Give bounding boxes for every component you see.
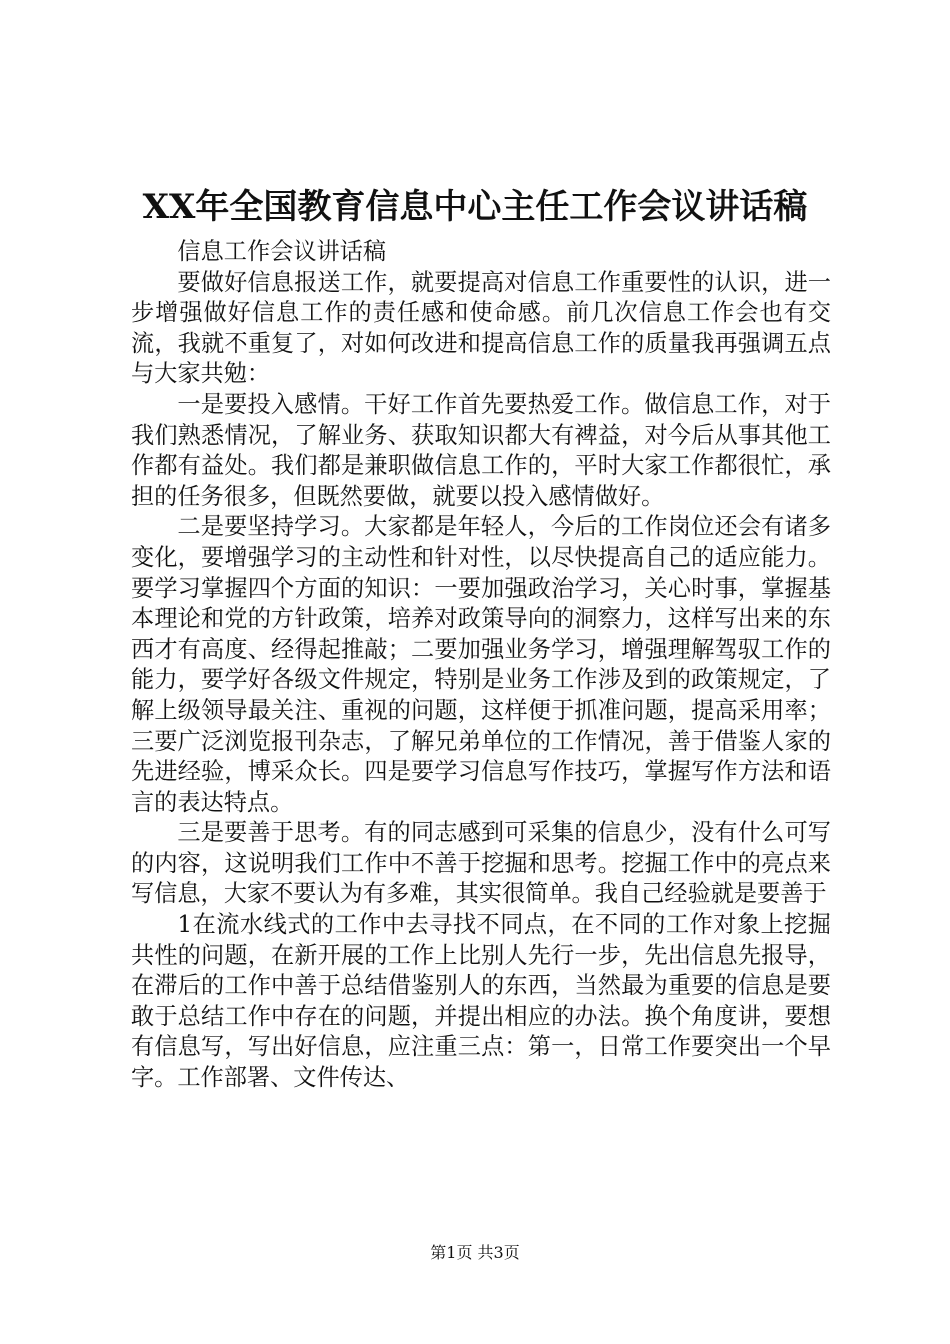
- subtitle-paragraph: 信息工作会议讲话稿: [177, 238, 387, 265]
- body-paragraph: 二是要坚持学习。大家都是年轻人，今后的工作岗位还会有诸多变化，要增强学习的主动性和针对性，以尽快提高自己的适应能力。要学习掌握四个方面的知识：一要加强政治学习，关心时事，掌握基本理论和党的方针政策，培养对政策导向的洞察力，这样写出来的东西才有高度、经得起推敲；二要加强业务学习，增强理解驾驭工作的能力，要学好各级文件规定，特别是业务工作涉及到的政策规定，了解上级领导最关注、重视的问题，这样便于抓准问题，提高采用率；三要广泛浏览报刊杂志，了解兄弟单位的工作情况，善于借鉴人家的先进经验，博采众长。四是要学习信息写作技巧，掌握写作方法和语言的表达特点。: [131, 513, 831, 816]
- body-paragraph: 1在流水线式的工作中去寻找不同点，在不同的工作对象上挖掘共性的问题，在新开展的工作上比别人先行一步，先出信息先报导，在滞后的工作中善于总结借鉴别人的东西，当然最为重要的信息是要敢于总结工作中存在的问题，并提出相应的办法。换个角度讲，要想有信息写，写出好信息，应注重三点：第一，日常工作要突出一个早字。工作部署、文件传达、: [131, 911, 831, 1092]
- document-title: XX年全国教育信息中心主任工作会议讲话稿: [142, 187, 808, 227]
- document-body: [131, 237, 831, 1094]
- body-paragraph: 三是要善于思考。有的同志感到可采集的信息少，没有什么可写的内容，这说明我们工作中不善于挖掘和思考。挖掘工作中的亮点来写信息，大家不要认为有多难，其实很简单。我自己经验就是要善于: [131, 819, 831, 908]
- body-paragraph: 要做好信息报送工作，就要提高对信息工作重要性的认识，进一步增强做好信息工作的责任感和使命感。前几次信息工作会也有交流，我就不重复了，对如何改进和提高信息工作的质量我再强调五点与大家共勉：: [131, 268, 831, 388]
- page-number-footer: 第1页 共3页: [430, 1243, 520, 1262]
- body-paragraph: 一是要投入感情。干好工作首先要热爱工作。做信息工作，对于我们熟悉情况，了解业务、获取知识都大有裨益，对今后从事其他工作都有益处。我们都是兼职做信息工作的，平时大家工作都很忙，承担的任务很多，但既然要做，就要以投入感情做好。: [131, 390, 831, 510]
